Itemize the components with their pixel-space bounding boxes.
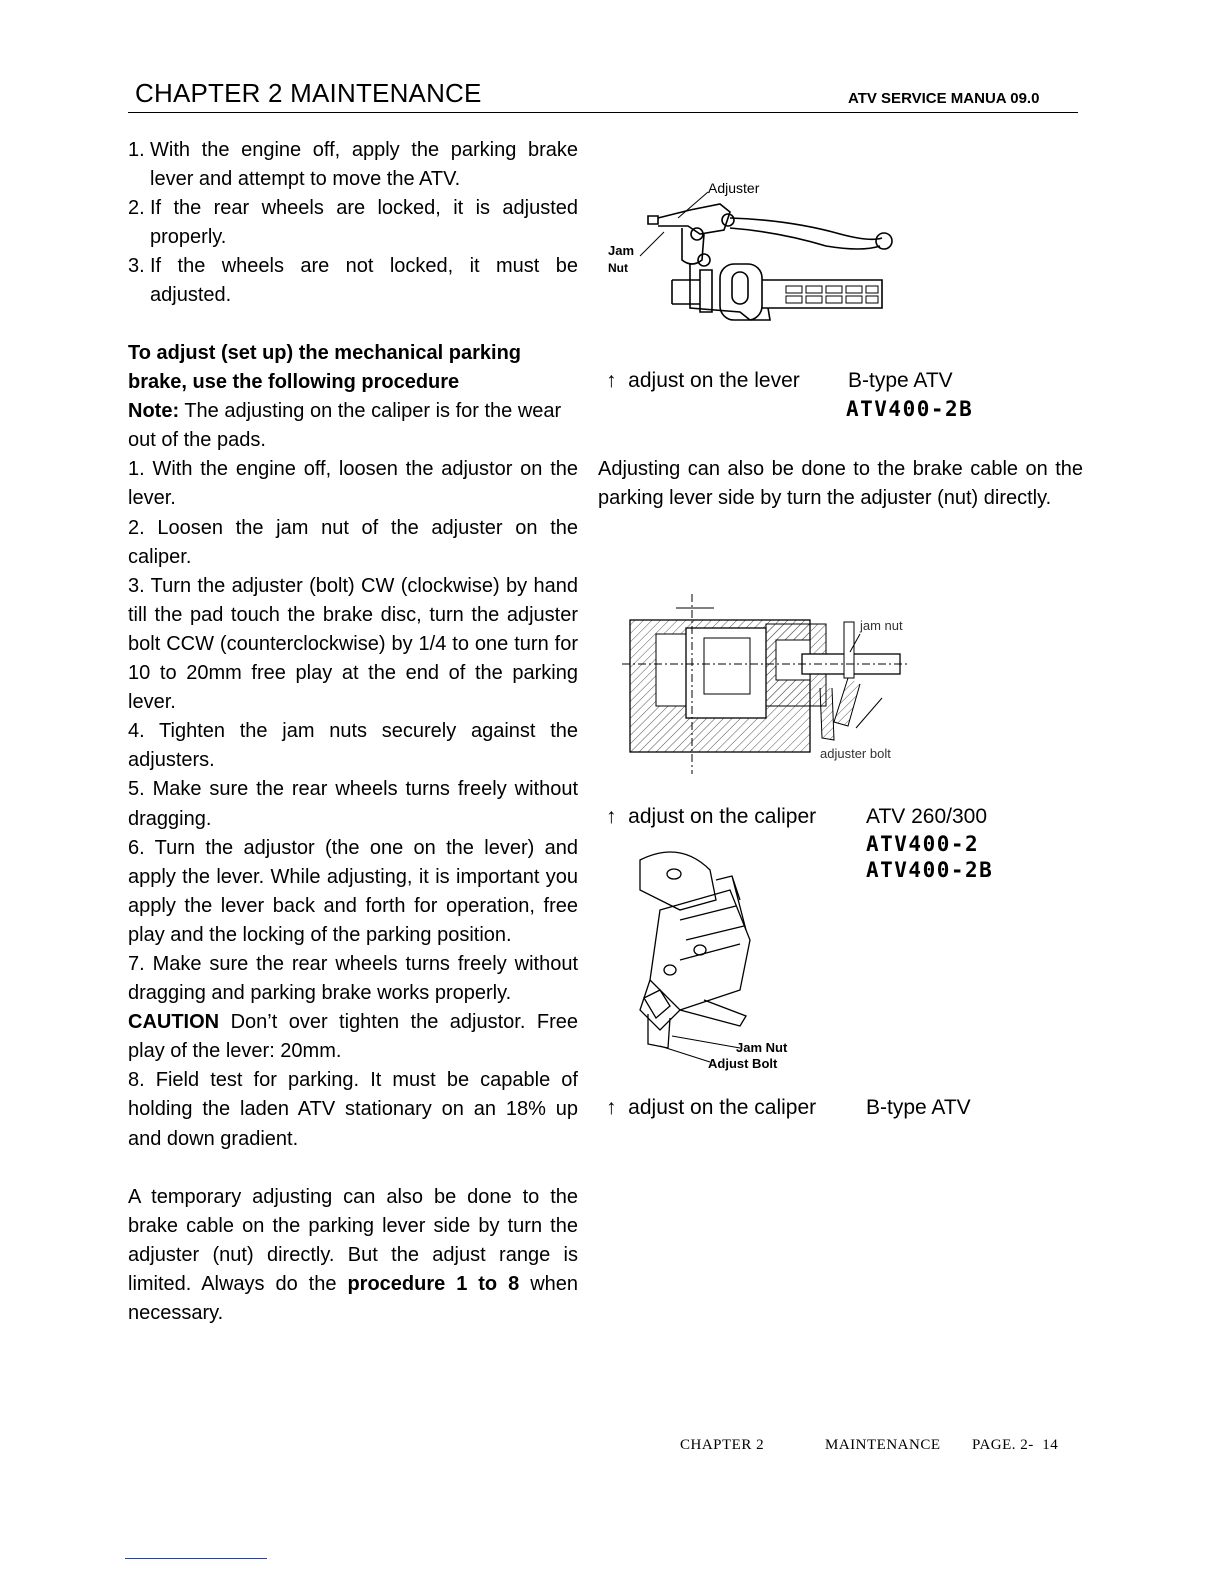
check-item-1: 1. With the engine off, apply the parking brake lever and attempt to move the ATV.	[128, 139, 578, 191]
check-item-2: 2. If the rear wheels are locked, it is adjusted properly.	[128, 197, 578, 249]
step-7: 7. Make sure the rear wheels turns freely without dragging and parking brake works properly.	[128, 952, 578, 1005]
up-arrow-icon: ↑	[606, 369, 617, 392]
check-item-3: 3. If the wheels are not locked, it must be adjusted.	[128, 255, 578, 307]
header-rule	[128, 112, 1078, 113]
caliper-model-1: ATV400-2	[866, 832, 980, 856]
step-5: 5. Make sure the rear wheels turns freely without dragging.	[128, 778, 578, 830]
procedure-heading: To adjust (set up) the mechanical parking brake, use the following procedure	[128, 342, 522, 394]
caliper-section-figure	[616, 588, 926, 778]
up-arrow-icon: ↑	[606, 805, 617, 828]
page-title: CHAPTER 2 MAINTENANCE	[135, 78, 482, 108]
caliper2-label-adjust-bolt: Adjust Bolt	[708, 1056, 778, 1071]
caliper-caption-1: ↑ adjust on the caliper	[606, 805, 817, 828]
lever-label-nut: Nut	[608, 261, 628, 275]
manual-name: ATV SERVICE MANUA 09.0	[848, 90, 1040, 107]
caliper-type-1: ATV 260/300	[866, 805, 988, 828]
step-1: 1. With the engine off, loosen the adjustor on the lever.	[128, 458, 578, 510]
lever-figure	[600, 172, 900, 332]
caution: CAUTION Don’t over tighten the adjustor. Free play of the lever: 20mm.	[128, 1011, 578, 1063]
temporary-adjust-note: A temporary adjusting can also be done to the brake cable on the parking lever side by turn the adjuster (nut) directly. But the adjust range is limited. Always do the procedure 1 to 8 when necessary.	[128, 1185, 578, 1324]
step-3: 3. Turn the adjuster (bolt) CW (clockwise) by hand till the pad touch the brake disc, turn the adjuster bolt CCW (counterclockwise) by 1/4 to one turn for 10 to 20mm free play at the end of the parking lever.	[128, 574, 578, 714]
footer-section: MAINTENANCE	[825, 1437, 941, 1453]
step-6: 6. Turn the adjustor (the one on the lever) and apply the lever. While adjusting, it is important you apply the lever back and forth for operation, free play and the locking of the parking position.	[128, 836, 578, 946]
step-2: 2. Loosen the jam nut of the adjuster on the caliper.	[128, 516, 578, 568]
lever-caption: ↑ adjust on the lever	[606, 369, 800, 392]
caliper-perspective-figure	[620, 840, 840, 1080]
footer-page-number: PAGE. 2- 14	[972, 1437, 1059, 1453]
lever-type: B-type ATV	[848, 369, 953, 392]
footer-chapter: CHAPTER 2	[680, 1437, 765, 1453]
step-4: 4. Tighten the jam nuts securely against the adjusters.	[128, 720, 578, 772]
lever-label-jam: Jam	[608, 243, 635, 258]
caliper-label-jam-nut: jam nut	[860, 618, 903, 633]
step-8: 8. Field test for parking. It must be capable of holding the laden ATV stationary on an 18% up and down gradient.	[128, 1069, 578, 1150]
caliper-label-adjuster-bolt: adjuster bolt	[820, 746, 891, 761]
note: Note: The adjusting on the caliper is for the wear out of the pads.	[128, 400, 562, 452]
caliper2-label-jam-nut: Jam Nut	[736, 1040, 788, 1055]
procedure-section	[128, 339, 578, 1328]
caliper-caption-2: ↑ adjust on the caliper	[606, 1096, 817, 1119]
page-footer	[680, 1437, 1058, 1454]
caliper-model-2: ATV400-2B	[866, 858, 994, 882]
up-arrow-icon: ↑	[606, 1096, 617, 1119]
check-list	[128, 136, 578, 311]
footnote-rule	[125, 1558, 267, 1559]
lever-label-adjuster: Adjuster	[708, 180, 760, 196]
cable-adjust-paragraph: Adjusting can also be done to the brake cable on the parking lever side by turn the adjuster (nut) directly.	[598, 458, 1083, 510]
caliper-type-2: B-type ATV	[866, 1096, 971, 1119]
lever-model: ATV400-2B	[846, 397, 974, 421]
